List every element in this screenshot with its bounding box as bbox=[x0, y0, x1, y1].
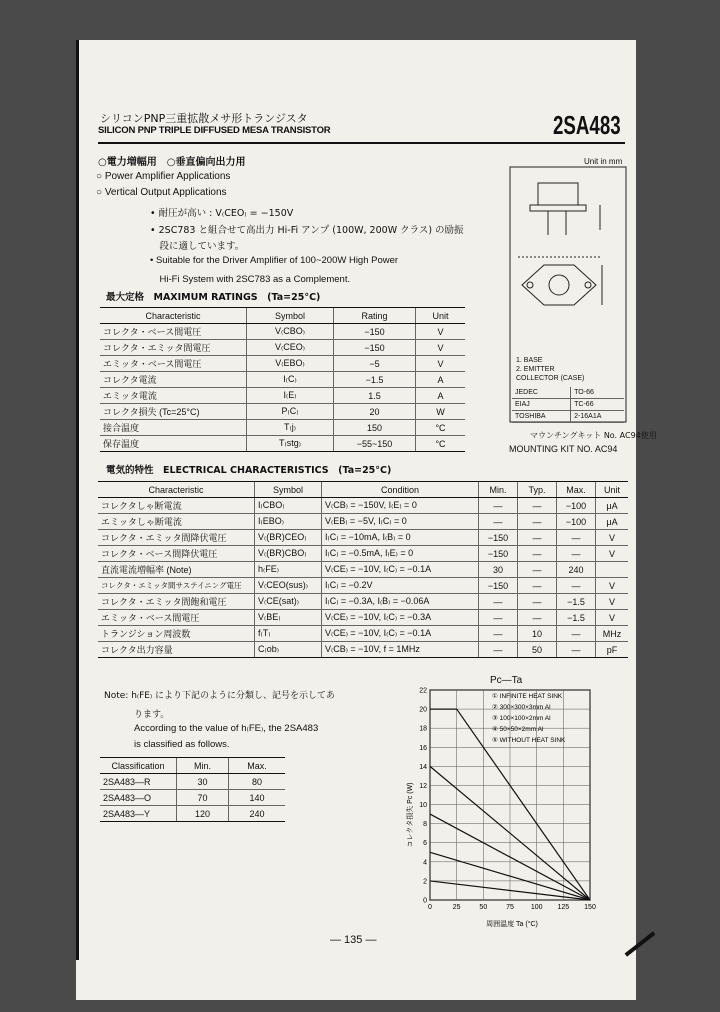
table-row: 保存温度 T₍stg₎ −55~150 °C bbox=[100, 436, 465, 452]
max-ratings-table bbox=[100, 307, 465, 452]
table-row: コレクタしゃ断電流 I₍CBO₎ V₍CB₎ = −150V, I₍E₎ = 0 — — −100 μA bbox=[98, 498, 628, 514]
col-header: Unit bbox=[596, 482, 629, 498]
x-tick-label: 125 bbox=[557, 904, 570, 911]
en-title: SILICON PNP TRIPLE DIFFUSED MESA TRANSISTOR bbox=[98, 125, 331, 136]
legend-entry: ④ 50×50×2mm Al bbox=[492, 726, 544, 733]
note-jp-2: ります。 bbox=[134, 710, 170, 720]
x-tick-label: 150 bbox=[584, 904, 596, 911]
unit-note: Unit in mm bbox=[584, 157, 623, 166]
table-row: エミッタしゃ断電流 I₍EBO₎ V₍EB₎ = −5V, I₍C₎ = 0 — — −100 μA bbox=[98, 514, 628, 530]
feature-line: • 耐圧が高い : V₍CEO₎ = −150V bbox=[150, 208, 294, 219]
chart-ylabel: コレクタ損失 Pc (W) bbox=[407, 782, 414, 848]
legend-entry: ① INFINITE HEAT SINK bbox=[492, 693, 563, 700]
note-jp-1: Note: h₍FE₎ により下記のように分類し、記号を示してあ bbox=[104, 691, 336, 701]
col-header: Characteristic bbox=[100, 308, 247, 324]
feature-line: • 2SC783 と組合せて高出力 Hi-Fi アンプ (100W, 200W クラス) の励振 bbox=[150, 225, 464, 236]
legend-entry: ⑤ WITHOUT HEAT SINK bbox=[492, 737, 566, 744]
col-header: Rating bbox=[334, 308, 416, 324]
col-header: Min. bbox=[177, 758, 229, 774]
table-row: コレクタ損失 (Tc=25°C) P₍C₎ 20 W bbox=[100, 404, 465, 420]
table-row: エミッタ・ベース間電圧 V₍EBO₎ −5 V bbox=[100, 356, 465, 372]
col-header: Max. bbox=[557, 482, 596, 498]
application-item: ○ Vertical Output Applications bbox=[96, 187, 227, 198]
part-number: 2SA483 bbox=[553, 110, 621, 140]
mounting-kit-en: MOUNTING KIT NO. AC94 bbox=[509, 444, 618, 454]
y-tick-label: 22 bbox=[419, 687, 427, 695]
note-en-1: According to the value of h₍FE₎, the 2SA483 bbox=[134, 723, 319, 734]
col-header: Unit bbox=[416, 308, 466, 324]
y-tick-label: 12 bbox=[419, 782, 427, 790]
y-tick-label: 6 bbox=[423, 840, 427, 848]
package-table bbox=[512, 387, 624, 423]
x-tick-label: 25 bbox=[452, 904, 461, 911]
y-tick-label: 2 bbox=[423, 878, 427, 886]
col-header: Symbol bbox=[255, 482, 322, 498]
table-row: TOSHIBA 2-16A1A bbox=[512, 411, 624, 423]
chart-title: Pc—Ta bbox=[490, 675, 523, 686]
col-header: Symbol bbox=[247, 308, 334, 324]
header-rule bbox=[98, 142, 625, 144]
x-tick-label: 0 bbox=[428, 904, 432, 911]
electrical-table bbox=[98, 481, 628, 658]
table-row: 直流電流増幅率 (Note) h₍FE₎ V₍CE₎ = −10V, I₍C₎ = −0.1A 30 — 240 bbox=[98, 562, 628, 578]
legend-entry: ③ 100×100×2mm Al bbox=[492, 715, 551, 722]
table-row: コレクタ・ベース間電圧 V₍CBO₎ −150 V bbox=[100, 324, 465, 340]
table-row: 2SA483—O 70 140 bbox=[100, 790, 285, 806]
page-number: — 135 — bbox=[330, 934, 377, 946]
x-tick-label: 50 bbox=[479, 904, 488, 911]
col-header: Characteristic bbox=[98, 482, 255, 498]
table-row: コレクタ電流 I₍C₎ −1.5 A bbox=[100, 372, 465, 388]
page-edge bbox=[76, 40, 79, 960]
table-row: コレクタ・エミッタ間電圧 V₍CEO₎ −150 V bbox=[100, 340, 465, 356]
applications-jp: ○電力増幅用 ○垂直偏向出力用 bbox=[98, 157, 246, 168]
application-item: ○ Power Amplifier Applications bbox=[96, 171, 231, 182]
legend-entry: ② 300×300×3mm Al bbox=[492, 704, 551, 711]
table-row: コレクタ・エミッタ間降伏電圧 V₍(BR)CEO₎ I₍C₎ = −10mA, I₍B₎ = 0 −150 — — V bbox=[98, 530, 628, 546]
table-row: コレクタ・エミッタ間サステイニング電圧 V₍CEO(sus)₎ I₍C₎ = −0.2V −150 — — V bbox=[98, 578, 628, 594]
jp-title: シリコンPNP三重拡散メサ形トランジスタ bbox=[100, 112, 308, 125]
pc-ta-chart bbox=[400, 680, 605, 930]
y-tick-label: 14 bbox=[419, 763, 427, 771]
feature-line: • Suitable for the Driver Amplifier of 100~200W High Power bbox=[150, 255, 399, 266]
col-header: Typ. bbox=[518, 482, 557, 498]
table-row: 2SA483—R 30 80 bbox=[100, 774, 285, 790]
feature-line: Hi-Fi System with 2SC783 as a Complement. bbox=[150, 274, 351, 285]
table-row: エミッタ・ベース間電圧 V₍BE₎ V₍CE₎ = −10V, I₍C₎ = −0.3A — — −1.5 V bbox=[98, 610, 628, 626]
table-row: EIAJ TC-66 bbox=[512, 399, 624, 411]
chart-xlabel: 周囲温度 Ta (°C) bbox=[486, 921, 538, 928]
note-en-2: is classified as follows. bbox=[134, 739, 230, 750]
y-tick-label: 8 bbox=[423, 821, 427, 829]
y-tick-label: 20 bbox=[419, 706, 427, 714]
y-tick-label: 10 bbox=[419, 802, 427, 810]
table-row: コレクタ・ベース間降伏電圧 V₍(BR)CBO₎ I₍C₎ = −0.5mA, I₍E₎ = 0 −150 — — V bbox=[98, 546, 628, 562]
table-row: エミッタ電流 I₍E₎ 1.5 A bbox=[100, 388, 465, 404]
col-header: Condition bbox=[322, 482, 479, 498]
x-tick-label: 75 bbox=[506, 904, 514, 911]
col-header: Max. bbox=[229, 758, 285, 774]
package-drawing bbox=[508, 165, 628, 425]
max-ratings-title: 最大定格 MAXIMUM RATINGS (Ta=25°C) bbox=[106, 292, 321, 303]
mounting-kit-jp: マウンチングキット No. AC94使用 bbox=[530, 431, 657, 440]
package-legend: 1. BASE 2. EMITTER COLLECTOR (CASE) bbox=[516, 357, 585, 382]
y-tick-label: 16 bbox=[419, 744, 427, 752]
feature-line: 段に適しています。 bbox=[150, 241, 245, 252]
x-tick-label: 100 bbox=[530, 904, 543, 911]
col-header: Min. bbox=[479, 482, 518, 498]
col-header: Classification bbox=[100, 758, 177, 774]
table-row: トランジション周波数 f₍T₎ V₍CE₎ = −10V, I₍C₎ = −0.1A — 10 — MHz bbox=[98, 626, 628, 642]
classification-table bbox=[100, 757, 285, 822]
table-row: 2SA483—Y 120 240 bbox=[100, 806, 285, 822]
table-row: コレクタ出力容量 C₍ob₎ V₍CB₎ = −10V, f = 1MHz — 50 — pF bbox=[98, 642, 628, 658]
y-tick-label: 0 bbox=[423, 897, 427, 905]
y-tick-label: 18 bbox=[419, 725, 427, 733]
y-tick-label: 4 bbox=[423, 859, 427, 867]
table-row: 接合温度 T₍j₎ 150 °C bbox=[100, 420, 465, 436]
table-row: コレクタ・エミッタ間飽和電圧 V₍CE(sat)₎ I₍C₎ = −0.3A, I₍B₎ = −0.06A — — −1.5 V bbox=[98, 594, 628, 610]
table-row: JEDEC TO-66 bbox=[512, 387, 624, 399]
electrical-title: 電気的特性 ELECTRICAL CHARACTERISTICS (Ta=25°C) bbox=[106, 465, 392, 476]
